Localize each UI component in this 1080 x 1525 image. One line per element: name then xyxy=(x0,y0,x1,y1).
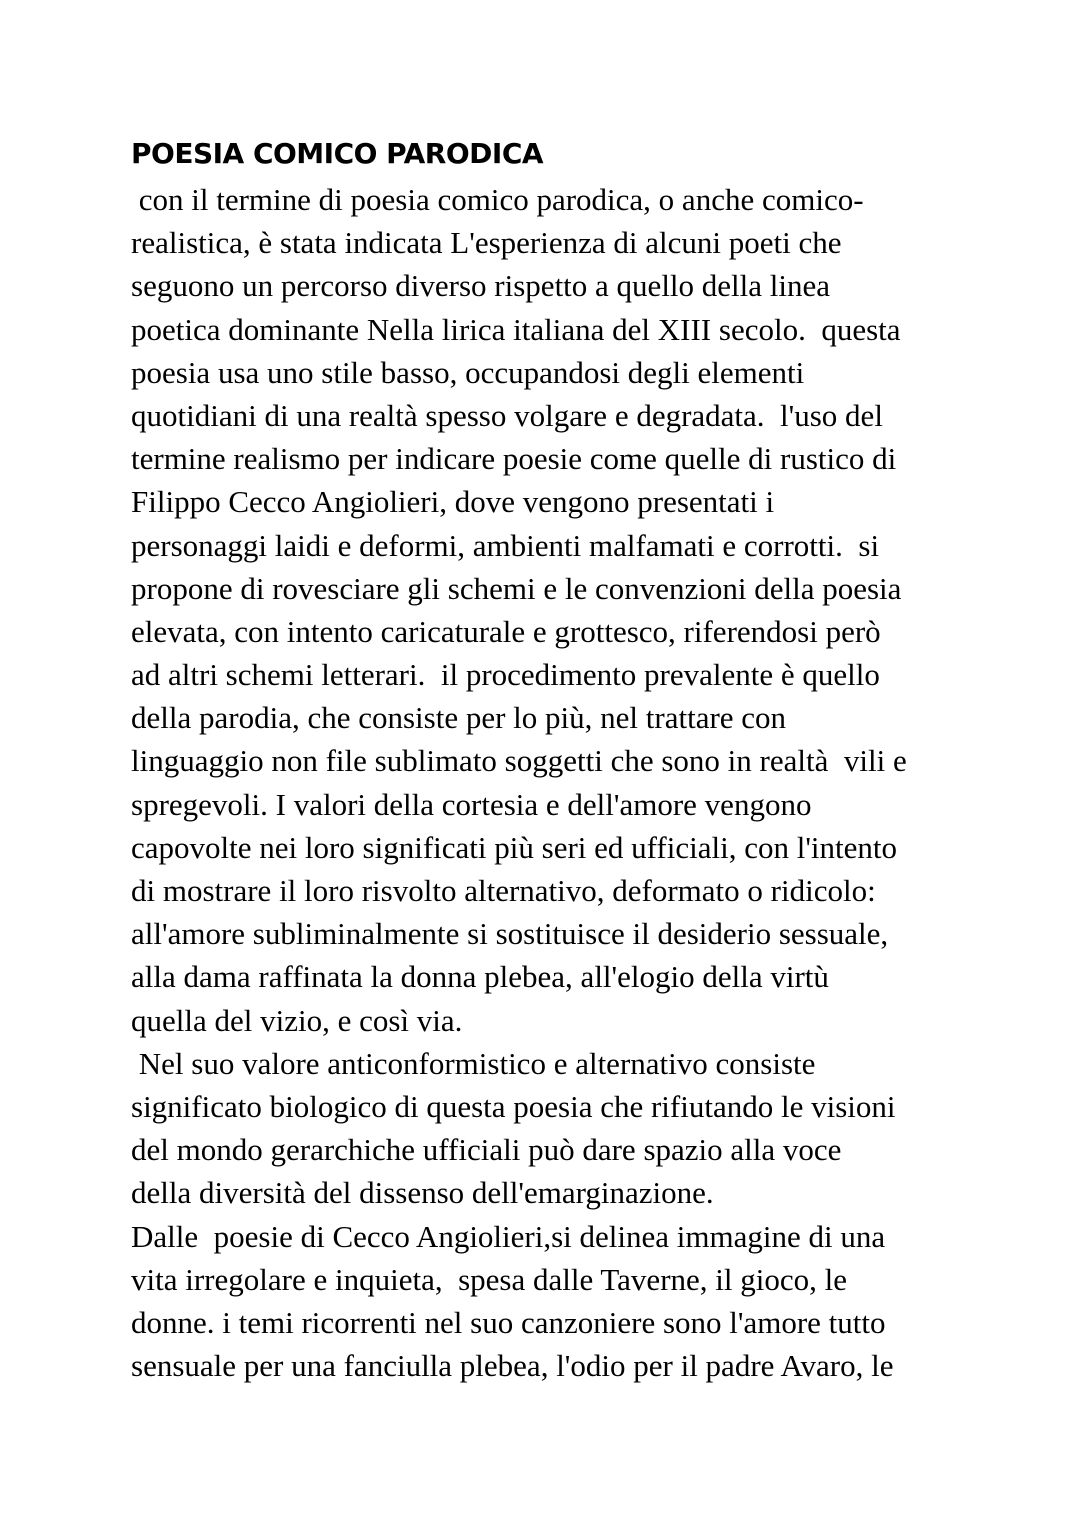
text-line: quella del vizio, e così via. xyxy=(131,1002,463,1038)
text-line: poesia usa uno stile basso, occupandosi degli elementi xyxy=(131,354,805,390)
text-line: Dalle poesie di Cecco Angiolieri,si delinea immagine di una xyxy=(131,1218,886,1254)
text-line: elevata, con intento caricaturale e grottesco, riferendosi però xyxy=(131,613,881,649)
text-line: propone di rovesciare gli schemi e le convenzioni della poesia xyxy=(131,570,902,606)
text-line: poetica dominante Nella lirica italiana del XIII secolo. questa xyxy=(131,311,901,347)
text-line: all'amore subliminalmente si sostituisce il desiderio sessuale, xyxy=(131,916,889,952)
body-text xyxy=(131,178,991,1387)
text-line: donne. i temi ricorrenti nel suo canzoniere sono l'amore tutto xyxy=(131,1304,886,1340)
text-line: termine realismo per indicare poesie come quelle di rustico di xyxy=(131,441,897,477)
text-line: significato biologico di questa poesia che rifiutando le visioni xyxy=(131,1088,896,1124)
text-line: personaggi laidi e deformi, ambienti malfamati e corrotti. si xyxy=(131,527,880,563)
text-line: della diversità del dissenso dell'emarginazione. xyxy=(131,1175,714,1211)
text-line: di mostrare il loro risvolto alternativo, deformato o ridicolo: xyxy=(131,873,876,908)
text-line: capovolte nei loro significati più seri ed ufficiali, con l'intento xyxy=(131,829,898,865)
text-line: sensuale per una fanciulla plebea, l'odio per il padre Avaro, le xyxy=(131,1348,894,1384)
text-line: ad altri schemi letterari. il procedimento prevalente è quello xyxy=(131,657,880,693)
text-line: realistica, è stata indicata L'esperienza di alcuni poeti che xyxy=(131,225,842,261)
text-line: seguono un percorso diverso rispetto a quello della linea xyxy=(131,268,831,304)
page-title: POESIA COMICO PARODICA xyxy=(131,137,544,170)
text-line: vita irregolare e inquieta, spesa dalle Taverne, il gioco, le xyxy=(131,1261,847,1297)
text-line: Filippo Cecco Angiolieri, dove vengono presentati i xyxy=(131,484,775,520)
text-line: della parodia, che consiste per lo più, nel trattare con xyxy=(131,700,787,736)
text-line: con il termine di poesia comico parodica, o anche comico- xyxy=(131,182,864,217)
text-line: Nel suo valore anticonformistico e alternativo consiste xyxy=(131,1045,816,1081)
text-line: quotidiani di una realtà spesso volgare e degradata. l'uso del xyxy=(131,397,883,433)
text-line: spregevoli. I valori della cortesia e dell'amore vengono xyxy=(131,786,812,822)
text-line: alla dama raffinata la donna plebea, all'elogio della virtù xyxy=(131,959,829,995)
text-line: linguaggio non file sublimato soggetti che sono in realtà vili e xyxy=(131,743,907,779)
text-line: del mondo gerarchiche ufficiali può dare spazio alla voce xyxy=(131,1132,842,1168)
